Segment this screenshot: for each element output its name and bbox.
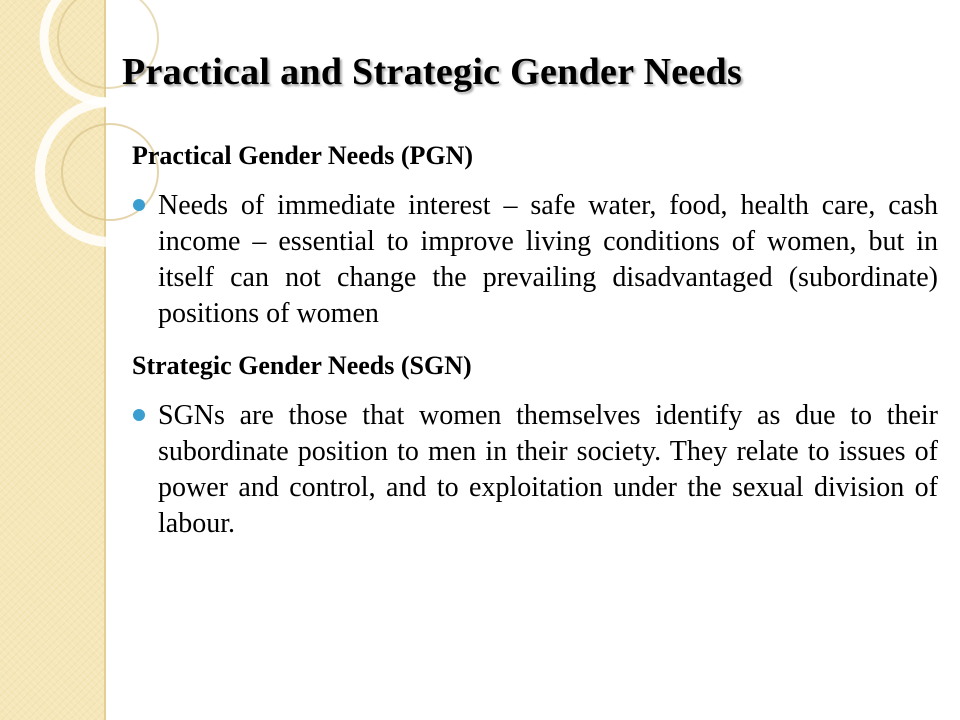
slide-content [132,138,938,558]
section-practical-needs [132,138,938,332]
bullet-dot-icon [133,409,145,421]
section-strategic-needs [132,348,938,542]
bullet-dot-icon [133,199,145,211]
bullet-item-pgn [132,188,938,332]
section-heading-sgn: Strategic Gender Needs (SGN) [132,351,472,380]
bullet-text-pgn: Needs of immediate interest – safe water, food, health care, cash income – essential to improve living conditions of women, but in itself can not change the prevailing disadvantaged (subordinate) positions of women [158,190,938,329]
slide-title: Practical and Strategic Gender Needs [122,51,743,93]
bullet-item-sgn [132,398,938,542]
bullet-text-sgn: SGNs are those that women themselves identify as due to their subordinate position to men in their society. They relate to issues of power and control, and to exploitation under the sexual division of labour. [158,400,938,539]
section-heading-pgn: Practical Gender Needs (PGN) [132,141,474,170]
